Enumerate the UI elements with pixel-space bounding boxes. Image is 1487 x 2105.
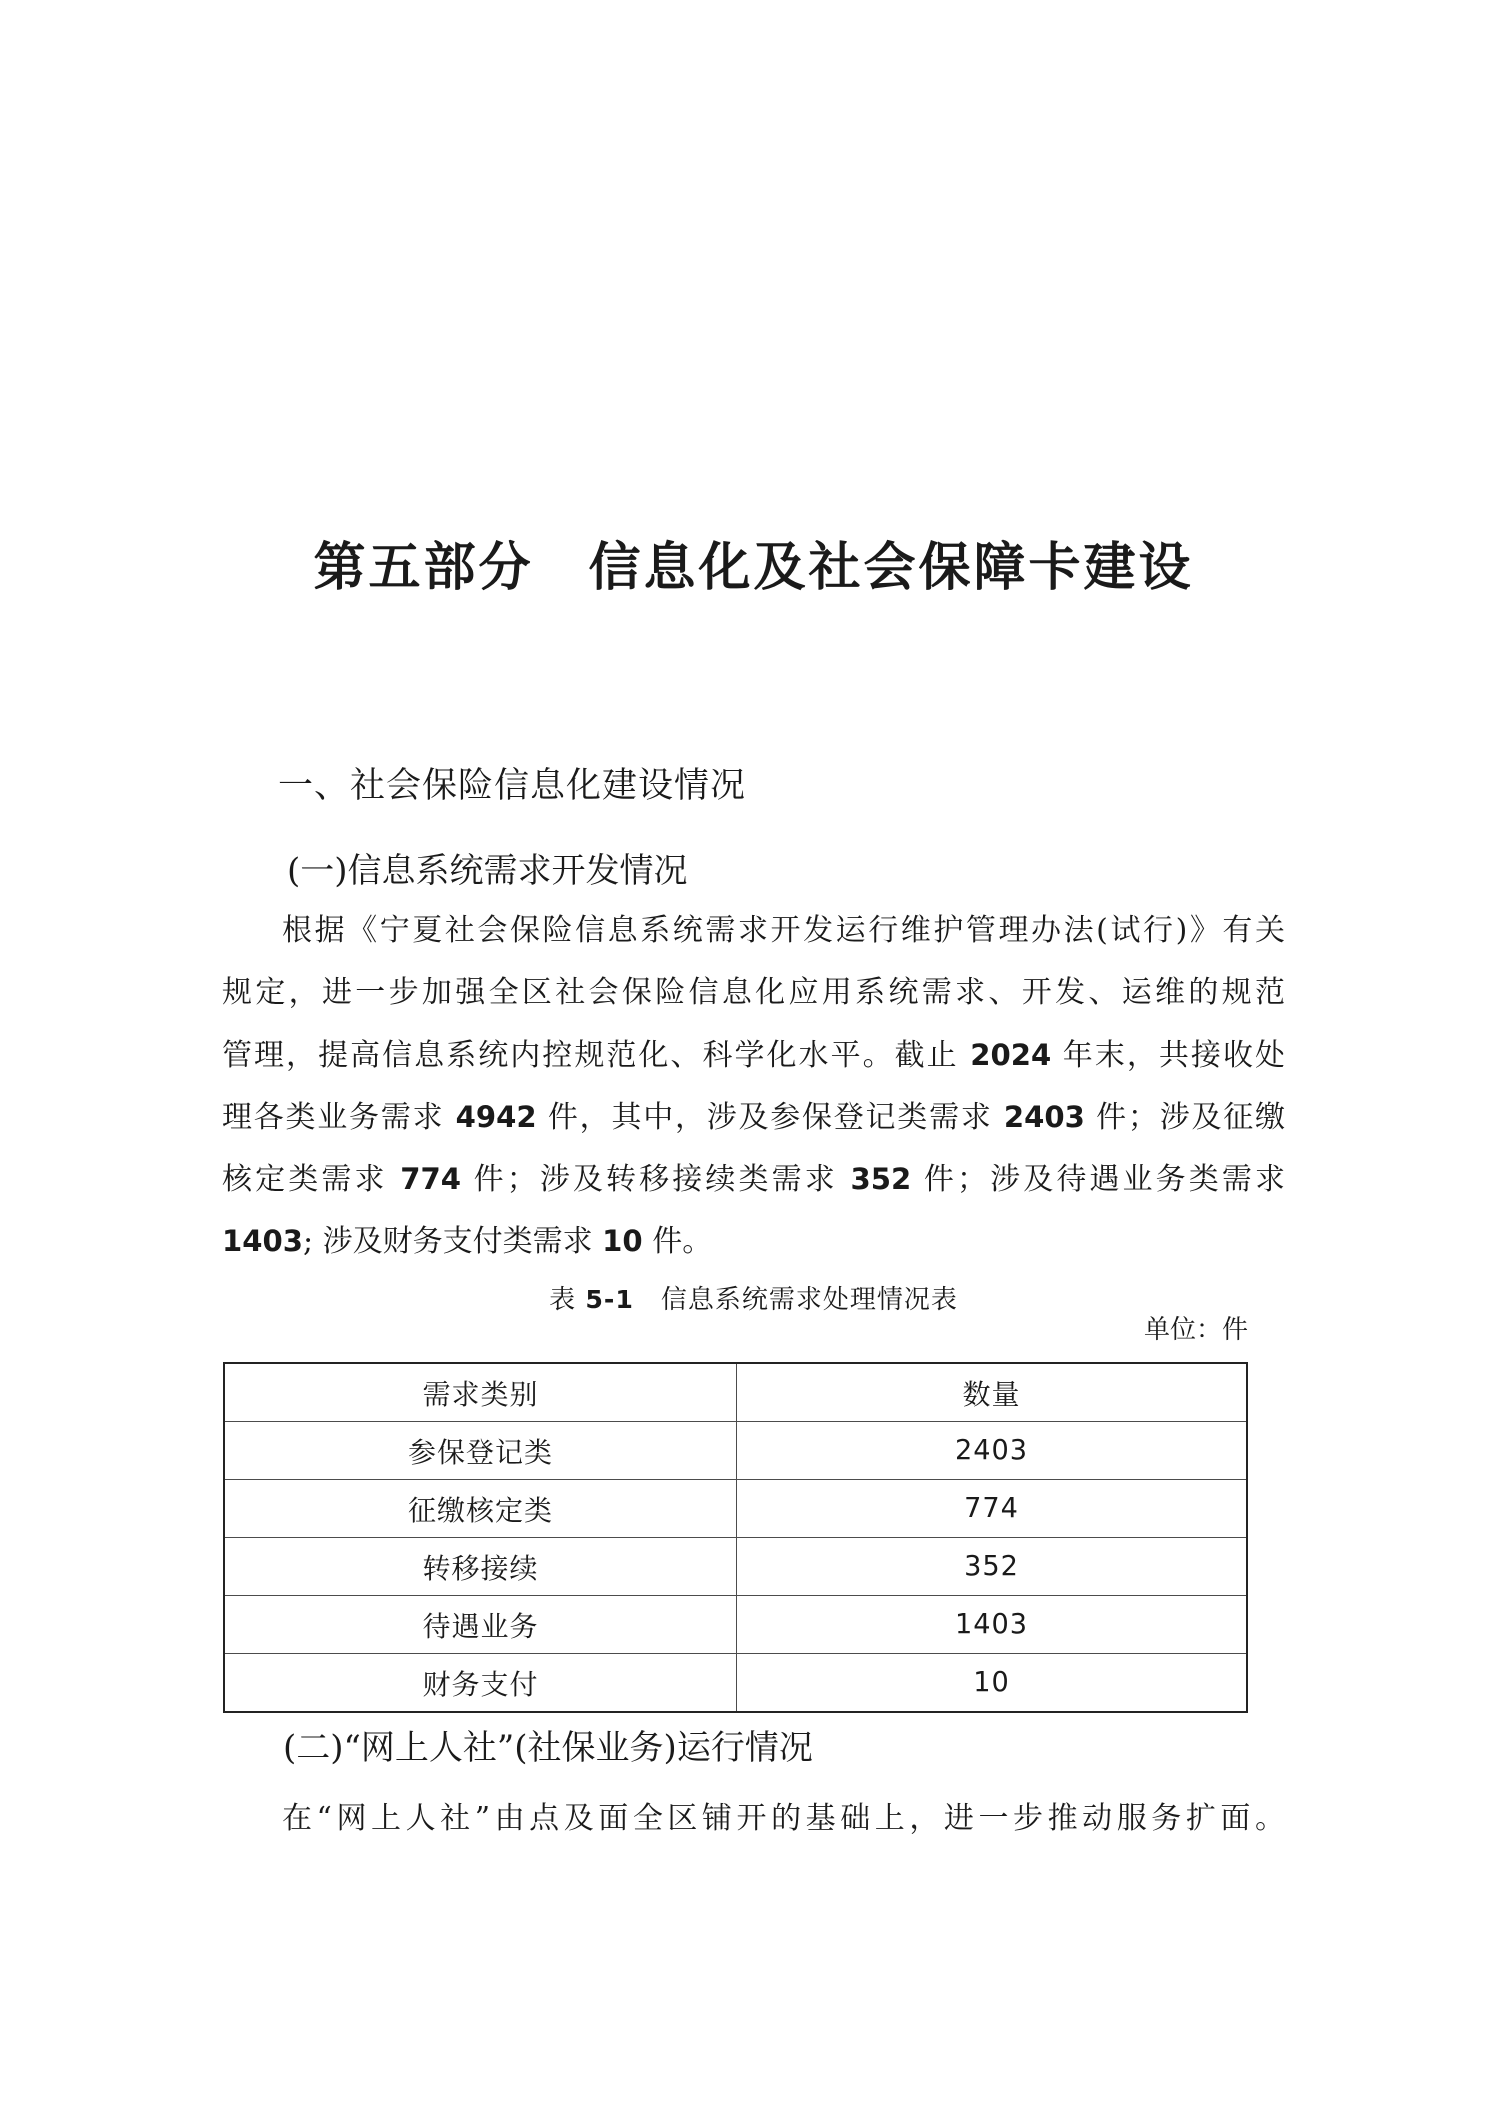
- demand-table: [223, 1362, 1248, 1713]
- table-header-row: [225, 1364, 1246, 1421]
- paragraph-line: 管理，提高信息系统内控规范化、科学化水平。截止 2024 年末，共接收处: [222, 1038, 1285, 1073]
- table-cell-category: 征缴核定类: [225, 1480, 737, 1537]
- table-cell-quantity: 2403: [954, 1435, 1029, 1466]
- table-cell-quantity: 1403: [954, 1609, 1029, 1640]
- table-row: [225, 1595, 1246, 1653]
- table-cell-quantity: 774: [964, 1493, 1019, 1524]
- table-caption: 表 5-1 信息系统需求处理情况表: [549, 1285, 958, 1315]
- table-cell-category: 转移接续: [225, 1538, 737, 1595]
- body-paragraph: [222, 900, 1285, 1272]
- table-cell-category: 财务支付: [225, 1654, 737, 1711]
- table-header-category: 需求类别: [225, 1364, 737, 1421]
- table-header-quantity: 数量: [962, 1377, 1021, 1411]
- paragraph-line: 根据《宁夏社会保险信息系统需求开发运行维护管理办法(试行)》有关: [282, 913, 1285, 948]
- table-row: [225, 1479, 1246, 1537]
- section-heading: 一、社会保险信息化建设情况: [278, 766, 747, 806]
- page-title: 第五部分 信息化及社会保障卡建设: [313, 537, 1194, 598]
- table-row: [225, 1537, 1246, 1595]
- subsection-heading-1: (一)信息系统需求开发情况: [287, 851, 688, 891]
- unit-label: 单位：件: [1143, 1315, 1248, 1345]
- paragraph-line: 1403; 涉及财务支付类需求 10 件。: [222, 1224, 713, 1259]
- subsection-heading-2: (二)“网上人社”(社保业务)运行情况: [283, 1728, 813, 1768]
- table-row: [225, 1421, 1246, 1479]
- paragraph-line: 理各类业务需求 4942 件，其中，涉及参保登记类需求 2403 件；涉及征缴: [222, 1100, 1285, 1135]
- table-cell-category: 参保登记类: [225, 1422, 737, 1479]
- closing-paragraph-line: 在“网上人社”由点及面全区铺开的基础上，进一步推动服务扩面。: [282, 1801, 1285, 1836]
- paragraph-line: 核定类需求 774 件；涉及转移接续类需求 352 件；涉及待遇业务类需求: [222, 1162, 1285, 1197]
- table-cell-category: 待遇业务: [225, 1596, 737, 1653]
- paragraph-line: 规定，进一步加强全区社会保险信息化应用系统需求、开发、运维的规范: [222, 975, 1285, 1010]
- table-cell-quantity: 352: [964, 1551, 1019, 1582]
- table-row: [225, 1653, 1246, 1711]
- table-cell-quantity: 10: [973, 1667, 1010, 1698]
